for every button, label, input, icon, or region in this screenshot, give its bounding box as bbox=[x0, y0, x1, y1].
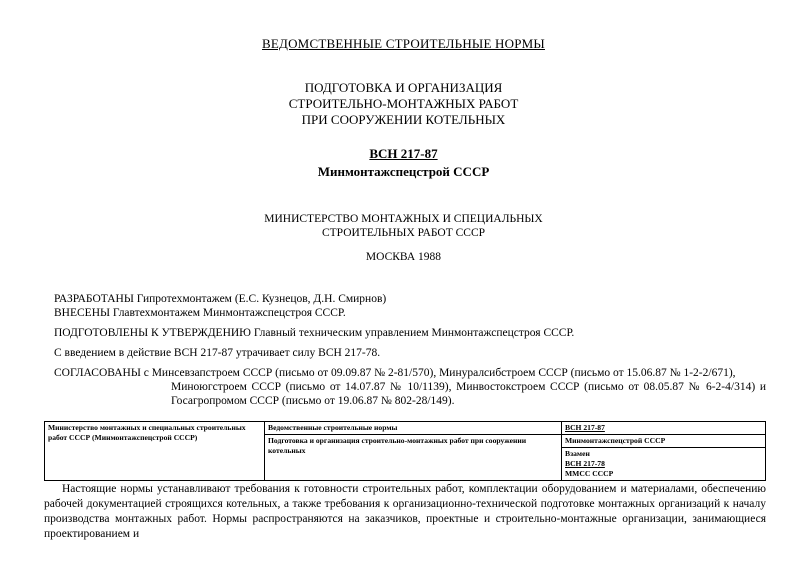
table-old-code: ВСН 217-78 bbox=[565, 459, 605, 468]
agreed-continuation: Миноюгстроем СССР (письмо от 14.07.87 № 10/1139), Минвостокстроем СССР (письмо от 08.05.87 № 6-2-4/314) и Госагропромом СССР (письмо от 19.06.87 № 802-28/149). bbox=[171, 381, 766, 407]
subject-line: ПОДГОТОВКА И ОРГАНИЗАЦИЯ bbox=[304, 80, 503, 95]
table-code: ВСН 217-87 bbox=[562, 422, 766, 435]
table-agency: Минмонтажспецстрой СССР bbox=[562, 435, 766, 448]
ministry-line: СТРОИТЕЛЬНЫХ РАБОТ СССР bbox=[321, 227, 486, 239]
agreed-first-line: СОГЛАСОВАНЫ с Минсевзапстроем СССР (письмо от 09.09.87 № 2-81/570), Минуралсибстроем СССР (письмо от 15.06.87 № 1-2-2/671), bbox=[54, 367, 736, 379]
document-subject bbox=[0, 80, 807, 128]
document-code-block bbox=[0, 145, 807, 181]
introduced-by: ВНЕСЕНЫ Главтехмонтажем Минмонтажспецстроя СССР. bbox=[54, 307, 346, 319]
ministry-line: МИНИСТЕРСТВО МОНТАЖНЫХ И СПЕЦИАЛЬНЫХ bbox=[264, 213, 543, 225]
document-info-table bbox=[44, 421, 766, 481]
document-series-title: ВЕДОМСТВЕННЫЕ СТРОИТЕЛЬНЫЕ НОРМЫ bbox=[262, 36, 545, 51]
developed-by: РАЗРАБОТАНЫ Гипротехмонтажем (Е.С. Кузнецов, Д.Н. Смирнов) bbox=[54, 293, 387, 305]
document-code: ВСН 217-87 bbox=[369, 146, 438, 161]
table-series: Ведомственные строительные нормы bbox=[265, 422, 562, 435]
table-instead-label: Взамен bbox=[565, 449, 590, 458]
table-old-agency: ММСС СССР bbox=[565, 469, 614, 478]
subject-line: ПРИ СООРУЖЕНИИ КОТЕЛЬНЫХ bbox=[301, 112, 506, 127]
table-ministry: Министерство монтажных и специальных строительных работ СССР (Минмонтажспецстрой СССР) bbox=[45, 422, 265, 481]
table-replaces bbox=[562, 448, 766, 481]
issuing-agency: Минмонтажспецстрой СССР bbox=[317, 164, 490, 179]
prepared-by: ПОДГОТОВЛЕНЫ К УТВЕРЖДЕНИЮ Главный техническим управлением Минмонтажспецстроя СССР. bbox=[54, 327, 575, 339]
agreed-by bbox=[54, 366, 766, 408]
replacement-note: С введением в действие ВСН 217-87 утрачивает силу ВСН 217-78. bbox=[54, 347, 381, 359]
subject-line: СТРОИТЕЛЬНО-МОНТАЖНЫХ РАБОТ bbox=[288, 96, 519, 111]
city-year: МОСКВА 1988 bbox=[365, 251, 442, 263]
ministry-name bbox=[0, 212, 807, 240]
table-title: Подготовка и организация строительно-монтажных работ при сооружении котельных bbox=[265, 435, 562, 481]
intro-paragraph: Настоящие нормы устанавливают требования к готовности строительных работ, комплектации оборудованием и материалами, обеспечению рабочей документацией строящихся котельных, а также требования к организационно-технической подготовке монтажных организаций к началу производства монтажных работ. Нормы распространяются на заказчиков, проектные и строительно-монтажные организации, занимающиеся проектированием и bbox=[44, 483, 766, 540]
